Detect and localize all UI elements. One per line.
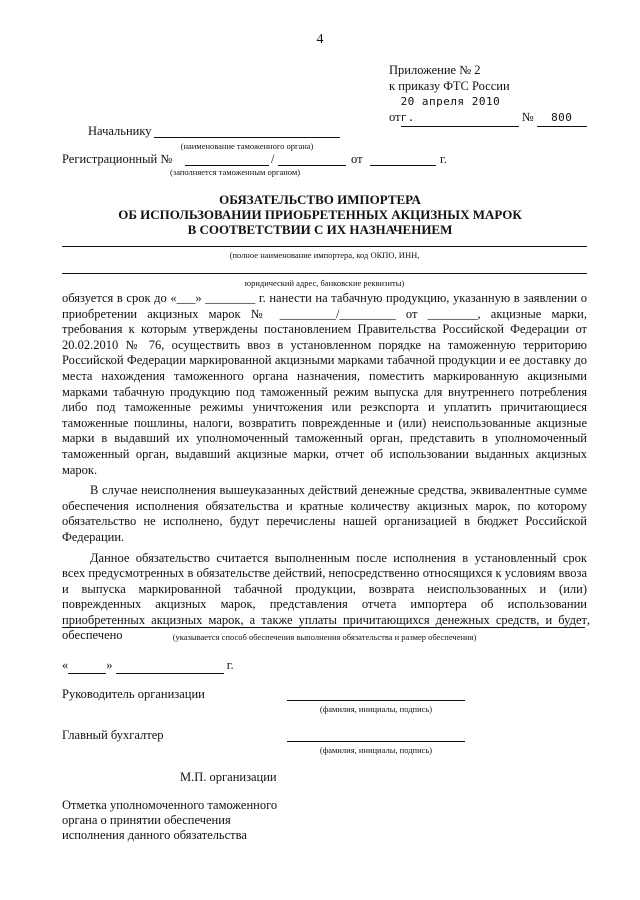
accountant-label: Главный бухгалтер xyxy=(62,728,164,742)
security-comma: , xyxy=(587,613,591,627)
title-line-1: ОБЯЗАТЕЛЬСТВО ИМПОРТЕРА xyxy=(219,192,421,207)
reg-line-1 xyxy=(185,165,269,166)
reg-caption: (заполняется таможенным органом) xyxy=(170,167,301,177)
head-label: Руководитель организации xyxy=(62,687,205,701)
paragraph-fulfillment: Данное обязательство считается выполненным после исполнения в установленный срок всех предусмотренных в обязательстве действий, непосредственно относящихся к условиям ввоза и выпуска маркированной табачной продукции, возврата неиспользованных и (или) поврежденных акцизных марок, представления отчета импортера об использовании приобретенных акцизных марок, а также уплаты причитающихся денежных средств, и будет обеспечено xyxy=(62,550,587,643)
head-signature-line xyxy=(287,700,465,701)
importer-line-1 xyxy=(62,246,587,247)
order-number-value: 800 xyxy=(537,110,587,127)
customs-note-line-3: исполнения данного обязательства xyxy=(62,828,247,842)
paragraph-obligation: обязуется в срок до «___» ________ г. нанести на табачную продукцию, указанную в заявлении о приобретении акцизных марок № _________/_________ от ________, акцизные марки, требования к которым утверждены постановлением Правительства Российской Федерации от 20.02.2010 № 76, осуществить ввоз в установленном порядке на таможенную территорию Российской Федерации маркированной акцизными марками табачной продукции и ее доставку до места нахождения таможенного органа назначения, поместить маркированную акцизными марками табачную продукцию под таможенный режим выпуска для внутреннего потребления либо под таможенные режимы уничтожения или реэкспорта и уплатить причитающиеся таможенные пошлины, налоги, возвратить поврежденные и (или) неиспользованные акцизные марки в выдавший их уполномоченный таможенный орган, представить в уполномоченный таможенный орган, выдавший акцизные марки, отчет об использовании выданных акцизных марок. xyxy=(62,291,587,477)
importer-line-2 xyxy=(62,273,587,274)
title-line-2: ОБ ИСПОЛЬЗОВАНИИ ПРИОБРЕТЕННЫХ АКЦИЗНЫХ МАРОК xyxy=(118,207,522,222)
customs-note-line-2: органа о принятии обеспечения xyxy=(62,813,231,827)
order-date-value: 20 апреля 2010 г. xyxy=(401,94,519,127)
appendix-line-2: к приказу ФТС России xyxy=(389,79,510,93)
reg-line-3 xyxy=(370,165,436,166)
importer-caption-1: (полное наименование импортера, код ОКПО, ИНН, xyxy=(229,250,420,260)
obligation-body xyxy=(62,291,587,644)
head-caption: (фамилия, инициалы, подпись) xyxy=(319,704,433,714)
accountant-signature-line xyxy=(287,741,465,742)
reg-slash: / xyxy=(271,152,275,166)
accountant-caption: (фамилия, инициалы, подпись) xyxy=(319,745,433,755)
chief-label: Начальнику xyxy=(88,124,152,138)
close-quote: » xyxy=(106,658,113,672)
customs-note xyxy=(62,798,277,843)
reg-year: г. xyxy=(440,152,447,166)
importer-caption-2: юридический адрес, банковские реквизиты) xyxy=(244,278,405,288)
reg-label: Регистрационный № xyxy=(62,152,173,166)
chief-caption: (наименование таможенного органа) xyxy=(180,141,314,151)
reg-from: от xyxy=(351,152,363,166)
title-line-3: В СООТВЕТСТВИИ С ИХ НАЗНАЧЕНИЕМ xyxy=(187,222,453,237)
stamp-place: М.П. организации xyxy=(180,770,277,784)
sign-year: г. xyxy=(226,658,234,672)
chief-line xyxy=(154,137,340,138)
security-caption: (указывается способ обеспечения выполнения обязательства и размер обеспечения) xyxy=(172,632,477,642)
security-line xyxy=(62,627,585,628)
page-number: 4 xyxy=(316,32,324,47)
customs-note-line-1: Отметка уполномоченного таможенного xyxy=(62,798,278,812)
appendix-order-date xyxy=(389,94,587,127)
appendix-line-1: Приложение № 2 xyxy=(389,63,481,77)
sign-date xyxy=(62,658,234,674)
number-prefix: № xyxy=(521,110,534,124)
date-prefix: от xyxy=(389,110,401,124)
open-quote: « xyxy=(62,658,69,672)
reg-line-2 xyxy=(278,165,346,166)
paragraph-penalty: В случае неисполнения вышеуказанных действий денежные средства, эквивалентные сумме обеспечения исполнения обязательства и кратные количеству акцизных марок, по которому обязательство не исполнено, будут перечислены нашей организацией в бюджет Российской Федерации. xyxy=(62,483,587,544)
